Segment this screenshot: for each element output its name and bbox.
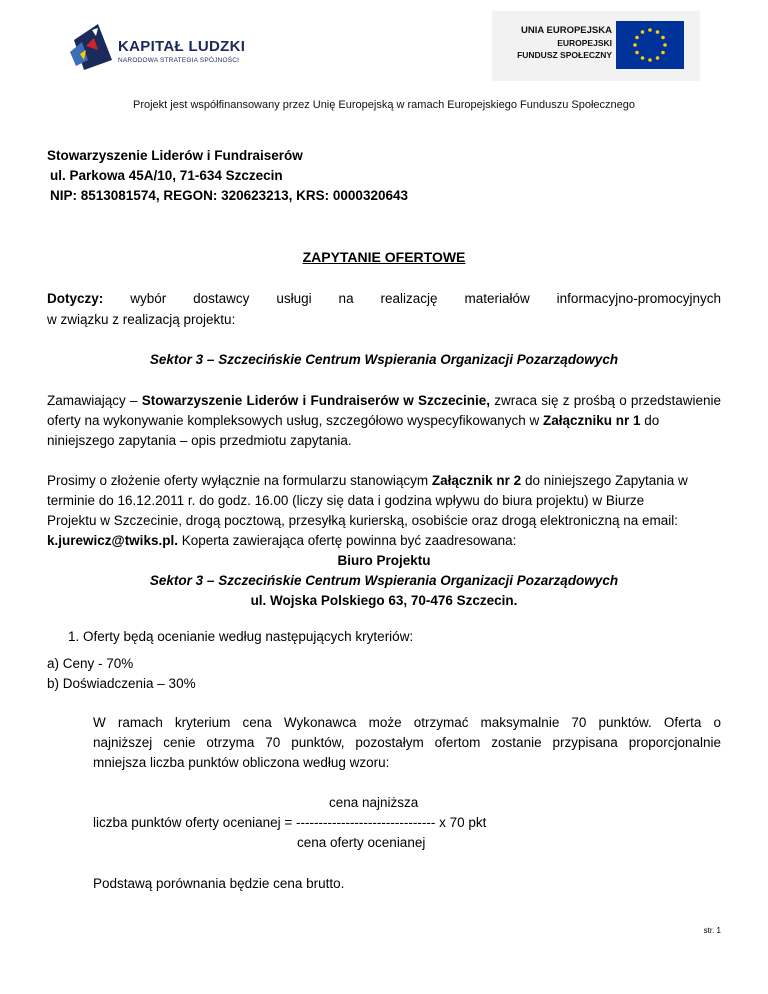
document-title: ZAPYTANIE OFERTOWE: [302, 249, 466, 265]
subject-text: wybór dostawcy usługi na realizację materiałów informacyjno-promocyjnych: [130, 291, 721, 306]
request-line-3: Projektu w Szczecinie, drogą pocztową, przesyłką kurierską, osobiście oraz drogą elektroniczną na email:: [47, 513, 679, 528]
organization-block: [47, 146, 408, 206]
eu-line-3: FUNDUSZ SPOŁECZNY: [517, 50, 612, 60]
org-ids: NIP: 8513081574, REGON: 320623213, KRS: 0000320643: [50, 188, 408, 203]
kapital-ludzki-title: KAPITAŁ LUDZKI: [118, 38, 246, 55]
request-text-a: Prosimy o złożenie oferty wyłącznie na formularzu stanowiącym: [47, 473, 432, 488]
request-email: k.jurewicz@twiks.pl.: [47, 533, 178, 548]
request-line-4: [47, 531, 721, 552]
eu-logo: [492, 11, 700, 81]
criteria-b: b) Doświadczenia – 30%: [47, 676, 196, 691]
org-address: ul. Parkowa 45A/10, 71-634 Szczecin: [50, 168, 283, 183]
eu-line-2: EUROPEJSKI: [557, 38, 612, 48]
intro-line-2: [47, 411, 721, 432]
criteria-item-1: 1. Oferty będą ocenianie według następujących kryteriów:: [68, 629, 414, 644]
intro-text-c: zwraca się z prośbą o przedstawienie: [490, 393, 721, 408]
formula-line: liczba punktów oferty ocenianej = ------------------------------- x 70 pkt: [93, 815, 487, 830]
cofinance-note: Projekt jest współfinansowany przez Unię Europejską w ramach Europejskiego Funduszu Społecznego: [133, 99, 635, 111]
intro-line-1: [47, 391, 721, 412]
criteria-para-line-1: W ramach kryterium cena Wykonawca może otrzymać maksymalnie 70 punktów. Oferta o: [93, 715, 721, 730]
criteria-para-line-2: najniższej cenie otrzyma 70 punktów, pozostałym ofertom zostanie przypisana proporcjonalnie: [93, 735, 721, 750]
eu-logo-text: [517, 25, 612, 61]
address-office: Biuro Projektu: [337, 553, 431, 568]
request-text-envelope: Koperta zawierająca ofertę powinna być zaadresowana:: [177, 533, 517, 548]
intro-attachment-1: Załączniku nr 1: [542, 413, 641, 428]
intro-line-3: niniejszego zapytania – opis przedmiotu zapytania.: [47, 433, 352, 448]
kapital-ludzki-logo: [68, 20, 268, 74]
subject-label: Dotyczy:: [47, 291, 104, 306]
intro-text-a: Zamawiający –: [47, 393, 142, 408]
subject-line-1: [47, 289, 721, 310]
formula-denominator: cena oferty ocenianej: [297, 835, 426, 850]
price-basis-note: Podstawą porównania będzie cena brutto.: [93, 876, 345, 891]
eu-line-1: UNIA EUROPEJSKA: [521, 25, 612, 36]
address-street: ul. Wojska Polskiego 63, 70-476 Szczecin.: [250, 593, 518, 608]
eu-flag-icon: [616, 21, 684, 69]
org-name: Stowarzyszenie Liderów i Fundraiserów: [47, 148, 303, 163]
page-number: str. 1: [703, 926, 721, 935]
request-line-1: [47, 471, 721, 492]
request-text-c: do niniejszego Zapytania w: [521, 473, 688, 488]
kapital-ludzki-subtitle: NARODOWA STRATEGIA SPÓJNOŚCI: [118, 57, 240, 64]
request-line-2: terminie do 16.12.2011 r. do godz. 16.00 (liczy się data i godzina wpływu do biura projektu) w Biurze: [47, 493, 645, 508]
request-attachment-2: Załącznik nr 2: [431, 473, 522, 488]
subject-line-2: w związku z realizacją projektu:: [47, 312, 236, 327]
sector-heading: Sektor 3 – Szczecińskie Centrum Wspierania Organizacji Pozarządowych: [149, 352, 619, 367]
formula-numerator: cena najniższa: [329, 795, 419, 810]
intro-text-e: do: [640, 413, 660, 428]
kapital-ludzki-emblem-icon: [68, 20, 116, 74]
intro-org-name: Stowarzyszenie Liderów i Fundraiserów w Szczecinie,: [141, 393, 490, 408]
intro-text-d: oferty na wykonywanie kompleksowych usług, szczegółowo wyspecyfikowanych w: [47, 413, 543, 428]
address-sector: Sektor 3 – Szczecińskie Centrum Wspierania Organizacji Pozarządowych: [149, 573, 619, 588]
criteria-para-line-3: mniejsza liczba punktów obliczona według wzoru:: [93, 755, 390, 770]
criteria-a: a) Ceny - 70%: [47, 656, 134, 671]
